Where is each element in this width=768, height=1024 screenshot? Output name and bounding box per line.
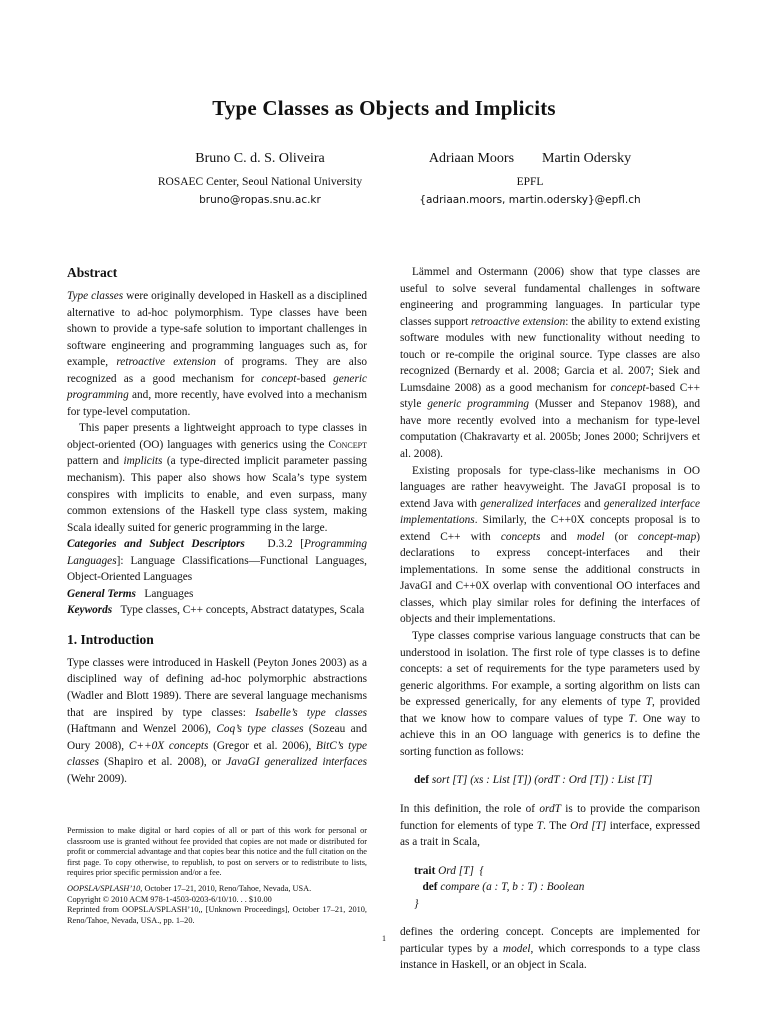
paper-title: Type Classes as Objects and Implicits — [212, 96, 556, 120]
left-column — [67, 264, 367, 787]
venue-details: October 17–21, 2010, Reno/Tahoe, Nevada, USA. — [142, 883, 312, 893]
abstract-paragraph-2: This paper presents a lightweight approach to type classes in object-oriented (OO) languages with generics using the Concept pattern and implicits (a type-directed implicit parameter passing mechanism). This paper also shows how Scala’s type system conspires with implicits to enable, and even surpass, many common extensions of the Haskell type class system, making Scala ideally suited for generic programming in the large. — [67, 422, 367, 534]
author-block-moors-odersky — [390, 150, 670, 209]
author-email: {adriaan.moors, martin.odersky}@epfl.ch — [419, 194, 641, 206]
right-paragraph-5: defines the ordering concept. Concepts are implemented for particular types by a model, which corresponds to a type class instance in Haskell, or an object in Scala. — [400, 926, 700, 972]
permission-notice: Permission to make digital or hard copies of all or part of this work for personal or classroom use is granted without fee provided that copies are not made or distributed for profit or commercial advantage and that copies bear this notice and the full citation on the first page. To copy otherwise, to republish, to post on servers or to redistribute to lists, requires prior specific permission and/or a fee. — [67, 826, 367, 878]
copyright-footnote — [67, 826, 367, 926]
right-column — [400, 264, 700, 974]
author-affiliation: ROSAEC Center, Seoul National University — [157, 176, 363, 188]
introduction-heading: 1. Introduction — [67, 631, 154, 647]
author-affiliation: EPFL — [516, 176, 544, 188]
copyright-line: Copyright © 2010 ACM 978-1-4503-0203-6/10/10. . . $10.00 — [67, 894, 272, 904]
author-name: Martin Odersky — [542, 151, 632, 166]
right-paragraph-4: In this definition, the role of ordT is to provide the comparison function for elements of type T. The Ord [T] interface, expressed as a trait in Scala, — [400, 802, 701, 849]
author-email: bruno@ropas.snu.ac.kr — [199, 194, 321, 206]
categories-label: Categories and Subject Descriptors — [67, 538, 245, 551]
right-paragraph-1: Lämmel and Ostermann (2006) show that type classes are useful to solve several fundamental challenges in software engineering and programming languages. In particular type classes support retroactive extension: the ability to extend existing software modules with new functionality without needing to touch or re-compile the original source. Type classes are also recognized (Bernardy et al. 2008; Garcia et al. 2007; Siek and Lumsdaine 2008) as a good mechanism for concept-based C++ style generic programming (Musser and Stepanov 1988), and have more recently evolved into a mechanism for type-level computation (Chakravarty et al. 2005b; Jones 2000; Schrijvers et al. 2008). — [400, 266, 700, 461]
abstract-paragraph-1: Type classes were originally developed in Haskell as a disciplined alternative to ad-hoc polymorphism. Type classes have been shown to provide a type-safe solution to important challenges in software engineering and programming languages such as, for example, retroactive extension of programs. They are also recognized as a good mechanism for concept-based generic programming and, more recently, have evolved into a mechanism for type-level computation. — [67, 290, 367, 418]
code-ord-trait: trait Ord [T] { def compare (a : T, b : T) : Boolean } — [414, 864, 585, 910]
code-sort-signature: def sort [T] (xs : List [T]) (ordT : Ord [T]) : List [T] — [414, 774, 653, 787]
general-terms — [67, 586, 367, 603]
venue-line — [67, 884, 367, 895]
general-terms-text: Languages — [144, 587, 194, 600]
page-number: 1 — [382, 934, 386, 943]
categories-text: D.3.2 [Programming Languages]: Language Classifications—Functional Languages, Object-Oriented Languages — [67, 538, 367, 584]
right-paragraph-3: Type classes comprise various language constructs that can be understood in isolation. The first role of type classes is to define concepts: a set of requirements for the type parameters used by generic algorithms. For example, a sorting algorithm on lists can be expressed generically, for any elements of type T, provided that we know how to compare values of type T. One way to achieve this in an OO language with generics is to define the sorting function as follows: — [400, 630, 701, 758]
right-paragraph-2: Existing proposals for type-class-like mechanisms in OO languages are rather heavyweight. The JavaGI proposal is to extend Java with generalized interfaces and generalized interface implementations. Similarly, the C++0X concepts proposal is to extend C++ with concepts and model (or concept-map) declarations to express concept-interfaces and their implementations. In some sense the additional constructs in JavaGI and C++0X overlap with conventional OO interfaces and classes, which play similar roles for defining the interfaces of objects and their implementations. — [400, 464, 700, 626]
abstract-heading: Abstract — [67, 265, 118, 280]
author-block-oliveira — [150, 150, 370, 209]
author-section — [0, 150, 768, 220]
general-terms-label: General Terms — [67, 587, 136, 600]
author-name: Bruno C. d. S. Oliveira — [195, 151, 325, 166]
keywords-label: Keywords — [67, 604, 113, 617]
keywords — [67, 602, 367, 619]
categories — [67, 536, 367, 586]
keywords-text: Type classes, C++ concepts, Abstract datatypes, Scala — [120, 604, 365, 617]
introduction-paragraph-1: Type classes were introduced in Haskell (Peyton Jones 2003) as a disciplined way of defining ad-hoc polymorphic abstractions (Wadler and Blott 1989). There are several language mechanisms that are inspired by type classes: Isabelle’s type classes (Haftmann and Wenzel 2006), Coq’s type classes (Sozeau and Oury 2008), C++0X concepts (Gregor et al. 2006), BitC’s type classes (Shapiro et al. 2008), or JavaGI generalized interfaces (Wehr 2009). — [67, 656, 368, 785]
venue-name: OOPSLA/SPLASH’10, — [67, 883, 143, 893]
reprint-line: Reprinted from OOPSLA/SPLASH’10,, [Unknown Proceedings], October 17–21, 2010, Reno/Tahoe, Nevada, USA., pp. 1–20. — [67, 905, 367, 925]
author-name: Adriaan Moors — [428, 151, 515, 166]
